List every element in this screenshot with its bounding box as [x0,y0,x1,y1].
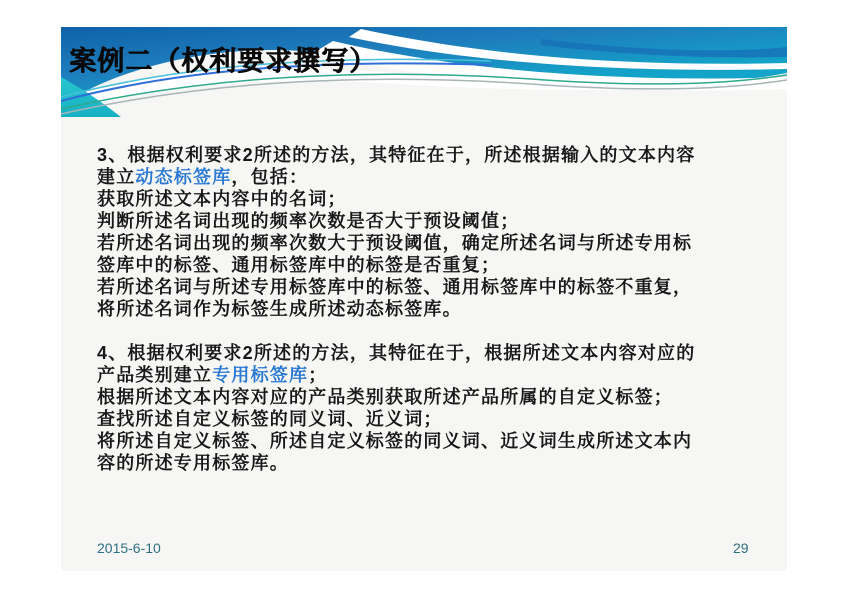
highlight-term: 动态标签库 [135,167,232,187]
claim-text: 判断所述名词出现的频率次数是否大于预设阈值； [97,211,520,231]
claim-text: 3、根据权利要求2所述的方法，其特征在于，所述根据输入的文本内容 [97,145,696,165]
footer-date: 2015-6-10 [97,540,161,556]
claims-text-block [97,144,757,496]
claim-line [97,144,757,166]
claim-line [97,364,757,386]
claim-text: ，包括： [231,167,309,187]
claim-line [97,408,757,430]
claim-line [97,342,757,364]
claim-line [97,298,757,320]
claim-text: 若所述名词出现的频率次数大于预设阈值，确定所述名词与所述专用标 [97,233,693,253]
claim-text: 查找所述自定义标签的同义词、近义词； [97,409,443,429]
claim-line [97,386,757,408]
claim-text: 将所述名词作为标签生成所述动态标签库。 [97,299,462,319]
claim-text: 产品类别建立 [97,365,213,385]
claim-text: 容的所述专用标签库。 [97,453,289,473]
claim-line [97,430,757,452]
claim-text: 根据所述文本内容对应的产品类别获取所述产品所属的自定义标签； [97,387,673,407]
claim-text: 将所述自定义标签、所述自定义标签的同义词、近义词生成所述文本内 [97,431,693,451]
claim-text: 建立 [97,167,136,187]
slide-title: 案例二（权利要求撰写） [69,46,377,76]
claim-text: 4、根据权利要求2所述的方法，其特征在于，根据所述文本内容对应的 [97,343,696,363]
claim-line [97,254,757,276]
slide-canvas [61,27,787,571]
page-number: 29 [733,540,749,556]
claim-line [97,452,757,474]
claim-3-paragraph [97,144,757,320]
claim-line [97,166,757,188]
claim-line [97,232,757,254]
claim-text: 签库中的标签、通用标签库中的标签是否重复； [97,255,501,275]
claim-text: 若所述名词与所述专用标签库中的标签、通用标签库中的标签不重复， [97,277,693,297]
claim-text: ； [308,365,328,385]
claim-line [97,210,757,232]
claim-line [97,188,757,210]
claim-4-paragraph [97,342,757,474]
claim-text: 获取所述文本内容中的名词； [97,189,347,209]
claim-line [97,276,757,298]
highlight-term: 专用标签库 [212,365,309,385]
